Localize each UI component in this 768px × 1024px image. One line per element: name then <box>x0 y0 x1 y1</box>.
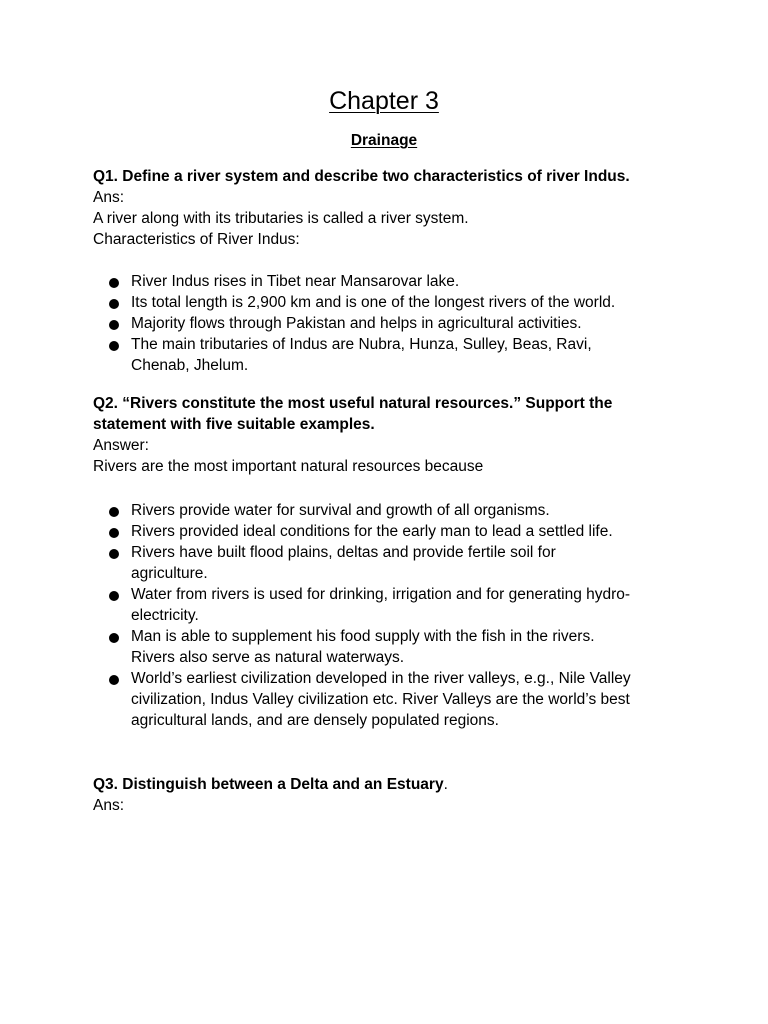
bullet-icon <box>109 633 119 643</box>
question-text: Q3. Distinguish between a Delta and an Estuary <box>93 776 444 793</box>
list-item-text: Its total length is 2,900 km and is one of the longest rivers of the world. <box>131 294 616 311</box>
answer-paragraph: A river along with its tributaries is called a river system. <box>93 210 469 227</box>
list-item-text: Rivers provided ideal conditions for the early man to lead a settled life. <box>131 523 613 540</box>
list-item-text: Majority flows through Pakistan and helps in agricultural activities. <box>131 315 582 332</box>
bullet-icon <box>109 528 119 538</box>
bullet-icon <box>109 675 119 685</box>
list-item-text: Water from rivers is used for drinking, irrigation and for generating hydro- electricity. <box>131 586 631 624</box>
list-item <box>93 271 683 292</box>
answer-paragraph: Characteristics of River Indus: <box>93 231 300 248</box>
bullet-icon <box>109 549 119 559</box>
list-item-text: Rivers have built flood plains, deltas and provide fertile soil for agriculture. <box>131 544 556 582</box>
question-block-1 <box>93 166 683 376</box>
list-item <box>93 334 631 376</box>
bullet-icon <box>109 591 119 601</box>
question-suffix: . <box>443 776 448 793</box>
bullet-icon <box>109 320 119 330</box>
bullet-icon <box>109 507 119 517</box>
list-item-text: Rivers provide water for survival and growth of all organisms. <box>131 502 550 519</box>
list-item-text: Man is able to supplement his food supply with the fish in the rivers. Rivers also serve as natural waterways. <box>131 628 595 666</box>
question-block-2 <box>93 393 683 731</box>
question-text: Q2. “Rivers constitute the most useful natural resources.” Support the statement with five suitable examples. <box>93 395 613 433</box>
bullet-list <box>93 271 683 376</box>
list-item-text: River Indus rises in Tibet near Mansarovar lake. <box>131 273 460 290</box>
list-item-text: World’s earliest civilization developed in the river valleys, e.g., Nile Valley civilization, Indus Valley civilization etc. River Valleys are the world’s best agricultural lands, and are densely populated regions. <box>131 670 631 729</box>
list-item <box>93 313 683 334</box>
answer-label: Answer: <box>93 437 149 454</box>
answer-label: Ans: <box>93 797 125 814</box>
question-line <box>93 774 683 795</box>
list-item <box>93 292 683 313</box>
chapter-title: Chapter 3 <box>329 87 439 115</box>
bullet-icon <box>109 299 119 309</box>
question-text: Q1. Define a river system and describe two characteristics of river Indus. <box>93 168 630 185</box>
list-item <box>93 521 626 542</box>
question-block-3 <box>93 774 683 816</box>
answer-label: Ans: <box>93 189 125 206</box>
bullet-icon <box>109 278 119 288</box>
answer-paragraph: Rivers are the most important natural resources because <box>93 458 484 475</box>
list-item-text: The main tributaries of Indus are Nubra, Hunza, Sulley, Beas, Ravi, Chenab, Jhelum. <box>131 336 592 374</box>
section-heading: Drainage <box>350 132 418 149</box>
list-item <box>93 500 637 521</box>
bullet-list <box>93 500 637 731</box>
list-item <box>93 542 606 584</box>
spacer <box>93 250 683 271</box>
list-item <box>93 626 606 668</box>
bullet-icon <box>109 341 119 351</box>
spacer <box>93 477 683 500</box>
list-item <box>93 668 637 731</box>
list-item <box>93 584 637 626</box>
